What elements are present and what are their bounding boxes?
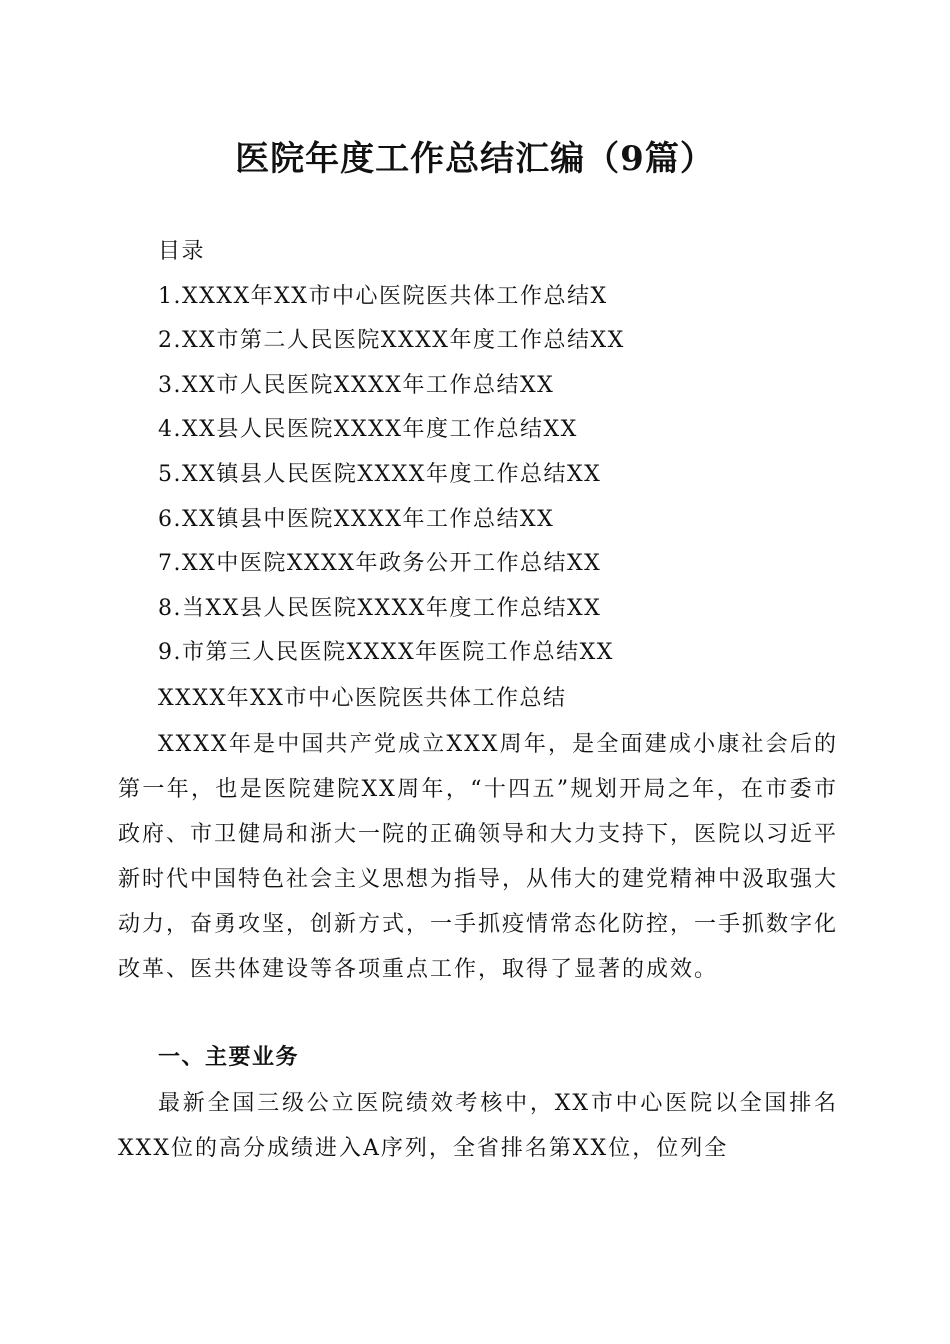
document-title: 医院年度工作总结汇编（9篇） — [235, 139, 715, 179]
toc-item[interactable]: 4.XX县人民医院XXXX年度工作总结XX — [158, 417, 578, 443]
section-paragraph: 最新全国三级公立医院绩效考核中，XX市中心医院以全国排名XXX位的高分成绩进入A序列，全省排名第XX位，位列全 — [118, 1091, 838, 1161]
table-of-contents — [158, 230, 858, 676]
toc-item[interactable]: 7.XX中医院XXXX年政务公开工作总结XX — [158, 551, 602, 577]
toc-item[interactable]: 1.XXXX年XX市中心医院医共体工作总结X — [158, 283, 608, 309]
toc-item[interactable]: 2.XX市第二人民医院XXXX年度工作总结XX — [158, 328, 625, 354]
intro-paragraph: XXXX年是中国共产党成立XXX周年，是全面建成小康社会后的第一年，也是医院建院XX周年，“十四五”规划开局之年，在市委市政府、市卫健局和浙大一院的正确领导和大力支持下，医院以习近平新时代中国特色社会主义思想为指导，从伟大的建党精神中汲取强大动力，奋勇攻坚，创新方式，一手抓疫情常态化防控，一手抓数字化改革、医共体建设等各项重点工作，取得了显著的成效。 — [118, 732, 839, 982]
toc-heading: 目录 — [158, 239, 206, 264]
article-title: XXXX年XX市中心医院医共体工作总结 — [158, 686, 567, 711]
toc-item[interactable]: 5.XX镇县人民医院XXXX年度工作总结XX — [158, 461, 602, 487]
toc-item[interactable]: 8.当XX县人民医院XXXX年度工作总结XX — [158, 595, 602, 621]
section-heading: 一、主要业务 — [158, 1045, 300, 1070]
toc-item[interactable]: 9.市第三人民医院XXXX年医院工作总结XX — [158, 640, 614, 666]
toc-item[interactable]: 6.XX镇县中医院XXXX年工作总结XX — [158, 506, 555, 532]
toc-item[interactable]: 3.XX市人民医院XXXX年工作总结XX — [158, 372, 555, 398]
